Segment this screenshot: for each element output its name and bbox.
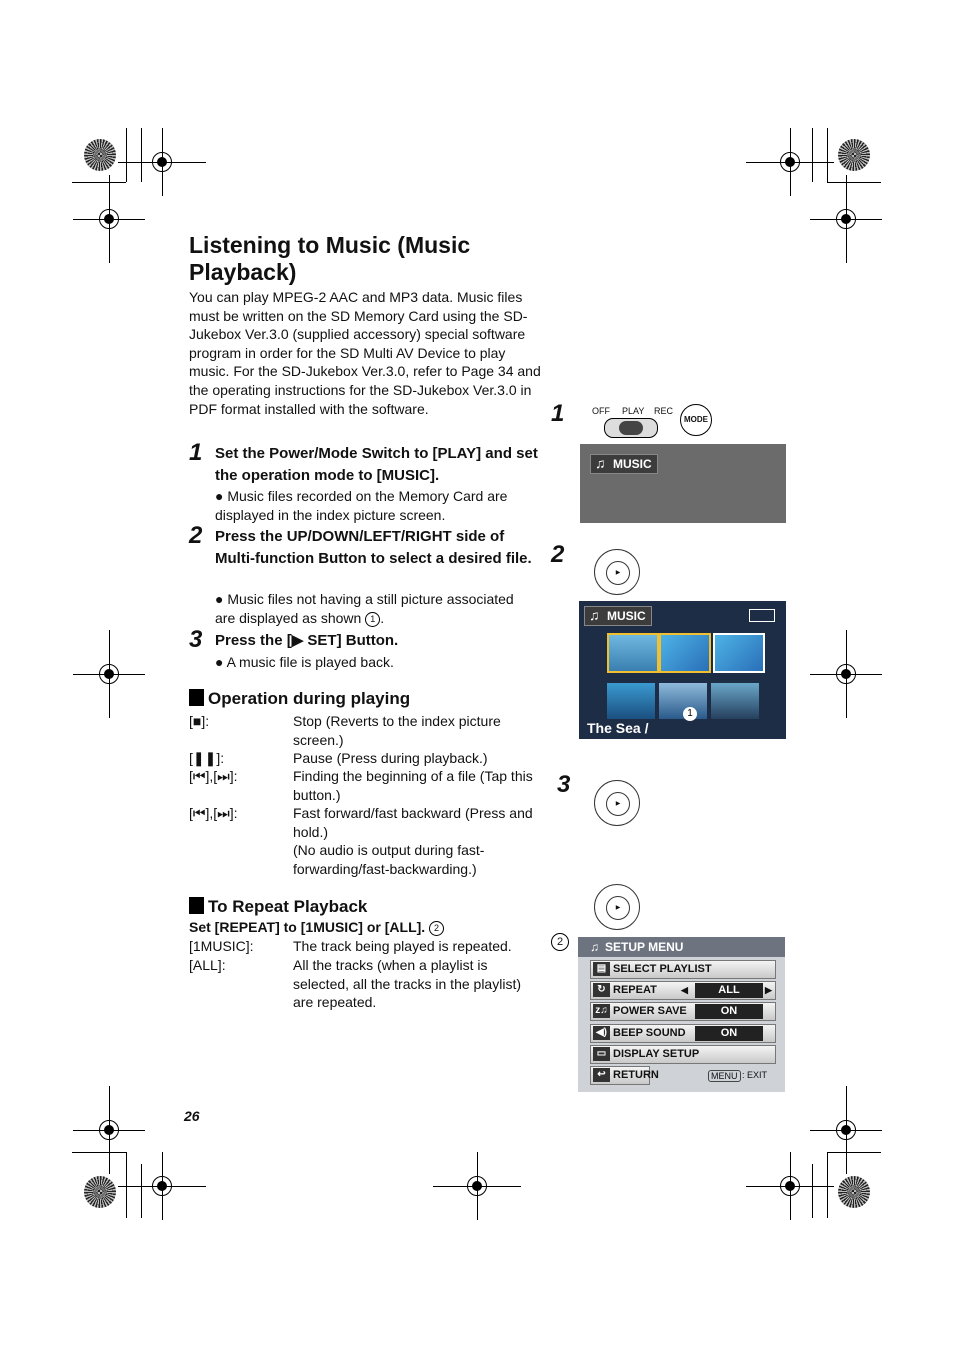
set-button[interactable]: ▶ [606,896,630,920]
step-note: ● Music files recorded on the Memory Card are displayed in the index picture screen. [215,488,508,523]
tag-text: MUSIC [607,609,646,623]
menu-item-return[interactable] [590,1066,659,1085]
menu-label: POWER SAVE [613,1005,687,1017]
row-key: [1MUSIC]: [189,938,254,954]
heading-text: Operation during playing [208,689,411,708]
operation-heading [189,689,410,709]
thumbnail[interactable] [607,633,659,673]
music-note-icon: ♫ [595,455,606,471]
switch-play-label: PLAY [622,406,645,416]
set-button[interactable]: ▶ [606,792,630,816]
intro-paragraph: You can play MPEG-2 AAC and MP3 data. Music files must be written on the SD Memory Card using the SD-Jukebox Ver.3.0 (supplied accessory) special software program in order for the SD Multi AV Device to play music. For the SD-Jukebox Ver.3.0, refer to Page 34 and the operating instructions for the SD-Jukebox Ver.3.0 in PDF format installed with the software. [189,289,541,417]
music-tag [590,454,658,474]
row-key: [⏮],[⏭]: [189,768,238,784]
mode-button[interactable]: MODE [680,404,712,436]
display-icon: ▭ [593,1047,610,1061]
menu-label: BEEP SOUND [613,1027,686,1039]
row-key: [■]: [189,713,210,729]
menu-label: DISPLAY SETUP [613,1048,700,1060]
tag-text: MUSIC [613,457,652,471]
header-text: SETUP MENU [605,940,684,954]
music-note-icon: ♫ [590,940,599,954]
note-text: Music files recorded on the Memory Card are displayed in the index picture screen. [215,488,508,523]
thumbnail[interactable] [711,683,759,719]
menu-item-power-save[interactable] [590,1002,776,1021]
switch-off-label: OFF [592,406,610,416]
row-value: Pause (Press during playback.) [293,750,488,766]
row-value: All the tracks (when a playlist is selected, all the tracks in the playlist) are repeated. [293,957,521,1011]
row-key: [ALL]: [189,957,226,973]
note-text: A music file is played back. [226,654,394,670]
setup-menu-header [578,937,785,957]
step-number: 3 [189,626,203,653]
menu-label: RETURN [613,1069,659,1081]
left-arrow-icon[interactable]: ◀ [681,985,688,995]
row-value: Stop (Reverts to the index picture screen.) [293,713,501,748]
figure-step-label: 2 [551,541,565,568]
page-number: 26 [184,1108,200,1124]
multi-function-button[interactable] [594,884,640,930]
step-note: ● Music files not having a still picture associated are displayed as shown 1 . [215,591,514,626]
menu-label: SELECT PLAYLIST [613,963,712,975]
page-title: Listening to Music (Music Playback) [189,232,471,285]
power-save-icon: z♫ [593,1004,610,1018]
multi-function-button[interactable] [594,780,640,826]
thumbnail[interactable] [659,633,711,673]
menu-value: ON [695,1026,763,1041]
step-heading: Press the UP/DOWN/LEFT/RIGHT side of Multi-function Button to select a desired file. [215,528,532,567]
callout-marker: 2 [551,933,569,951]
menu-item-repeat[interactable] [590,981,776,1000]
figure-step-label: 3 [557,771,571,798]
exit-label: : EXIT [742,1070,768,1080]
note-text: Music files not having a still picture associated are displayed as shown [215,591,514,626]
row-value: Finding the beginning of a file (Tap this button.) [293,768,533,803]
step-heading: Press the [▶ SET] Button. [215,632,399,649]
menu-button-icon: MENU [708,1070,741,1082]
note-text: . [380,609,385,626]
music-note-icon: ♫ [589,607,600,623]
menu-value: ON [695,1004,763,1019]
index-caption: The Sea / [587,720,649,736]
row-value: The track being played is repeated. [293,938,512,954]
thumbnail[interactable] [607,683,655,719]
menu-item-select-playlist[interactable] [590,960,776,979]
return-icon: ↩ [593,1068,610,1082]
instruction-text: Set [REPEAT] to [1MUSIC] or [ALL]. [189,919,426,935]
callout-marker: 1 [683,707,697,721]
power-mode-switch[interactable] [604,418,658,438]
step-number: 2 [189,522,203,549]
index-picture-screen [579,601,786,739]
playlist-icon: ▤ [593,962,610,976]
right-arrow-icon[interactable]: ▶ [765,985,772,995]
repeat-heading [189,897,367,917]
callout-marker: 2 [429,921,444,936]
multi-function-button[interactable] [594,549,640,595]
menu-item-display-setup[interactable] [590,1045,776,1064]
figure-step-label: 1 [551,400,565,427]
menu-label: REPEAT [613,984,657,996]
row-value: (No audio is output during fast-forwarding/fast-backwarding.) [293,842,485,877]
set-button[interactable]: ▶ [606,561,630,585]
switch-rec-label: REC [654,406,674,416]
thumbnail[interactable] [713,633,765,673]
callout-marker: 1 [365,612,380,627]
music-mode-screen [580,444,786,523]
music-tag [584,606,652,626]
menu-item-beep-sound[interactable] [590,1024,776,1043]
step-heading: Set the Power/Mode Switch to [PLAY] and set the operation mode to [MUSIC]. [215,445,538,484]
battery-icon [749,609,775,622]
setup-menu [578,937,785,1092]
repeat-icon: ↻ [593,983,610,997]
step-note: ● A music file is played back. [215,654,394,670]
heading-text: To Repeat Playback [208,897,368,916]
beep-sound-icon: ◀) [593,1026,610,1040]
menu-value: ALL [695,983,763,998]
row-key: [❚❚]: [189,750,225,766]
step-number: 1 [189,439,203,466]
repeat-instruction [189,918,444,937]
row-key: [⏮],[⏭]: [189,805,238,821]
row-value: Fast forward/fast backward (Press and hold.) [293,805,533,840]
